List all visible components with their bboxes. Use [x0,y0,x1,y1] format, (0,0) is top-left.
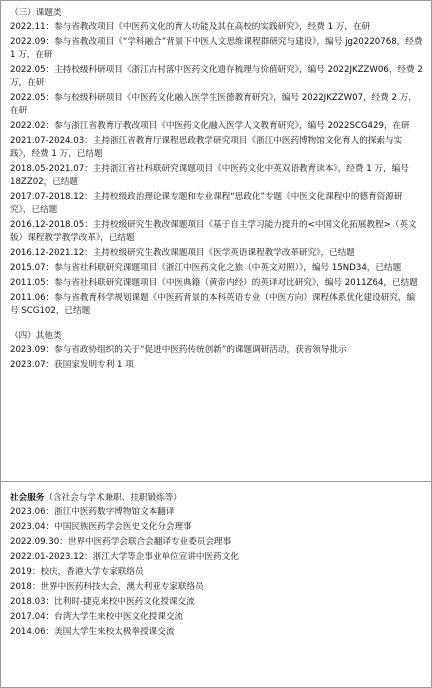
item-date: 2022.02： [10,121,55,131]
list-item [10,551,423,564]
item-text: 参与省政协组织的关于“促进中医药传统创新”的课题调研活动，获省领导批示 [54,345,347,355]
item-date: 2017.04： [10,612,55,622]
item-text: 参与校级科研项目《中医药文化融入医学生医德教育研究》，编号 2022JKZZW07，经费 2 万，在研 [10,93,417,116]
item-text: 世界中医药科技大会，澳大利亚专家联络员 [40,582,204,592]
item-text: 主持浙江省教育厅课程思政教学研究项目《浙江中医药博物馆文化育人的探索与实践》，经费 1 万，已结题 [10,136,403,159]
item-text: 校庆，香港大学专家联络员 [40,567,144,577]
item-date: 2023.04： [10,522,55,532]
list-item [10,120,423,133]
item-text: 世界中医药学会联合会翻译专业委员会理事 [67,537,232,547]
item-text: 参与省教育科学规划课题《中医药背景的本科英语专业（中医方向）课程体系优化建设研究，编号 SCG102，已结题 [10,293,416,316]
list-item [10,626,423,639]
item-date: 2022.05： [10,93,55,103]
item-text: 参与浙江省教育厅教改项目《中医药文化融入医学人文教育研究》，编号 2022SCG429，在研 [54,121,410,131]
social-service-section [1,482,431,645]
item-date: 2018： [10,582,41,592]
item-date: 2023.06： [10,507,55,517]
item-date: 2022.05： [10,65,55,75]
item-date: 2022.11： [10,22,55,32]
list-item [10,262,423,275]
list-item [10,247,423,260]
item-date: 2021.07-2024.03： [10,136,93,146]
item-text: 美国大学生来校太极拳授课交流 [54,627,175,637]
item-date: 2011.06： [10,293,55,303]
list-item [10,21,423,34]
list-item [10,581,423,594]
item-text: 主持校级科研项目《浙江古村落中医药文化遗存梳理与价值研究》，编号 2022JKZZW06，经费 2 万，在研 [10,65,423,88]
item-date: 2018.05-2021.07： [10,164,93,174]
research-list [10,21,423,318]
item-text: 中国民族医药学会医史文化分会理事 [54,522,192,532]
list-item [10,536,423,549]
service-heading-note: （含社会与学术兼职、挂职锻炼等） [44,493,182,503]
research-and-other-section [1,1,431,482]
item-text: 浙江中医药数字博物馆文本翻译 [54,507,175,517]
item-date: 2023.07： [10,360,55,370]
list-item [10,506,423,519]
list-item [10,566,423,579]
item-text: 参与省社科联研究课题项目《中医典籍（黄帝内经）的英译对比研究》，编号 2011Z64，已结题 [54,278,418,288]
item-text: 参与省教改项目《中医药文化的育人功能及其在高校的实践研究》，经费 1 万，在研 [54,22,371,32]
spacer [10,320,423,330]
list-item [10,611,423,624]
item-text: 浙江大学等企事业单位宣讲中医药文化 [92,552,239,562]
item-date: 2022.09： [10,37,55,47]
list-item [10,359,423,372]
item-text: 参与省社科联研究课题项目《浙江中医药文化之旅（中英文对照）》，编号 15ND34，已结题 [54,263,402,273]
item-date: 2022.09.30： [10,537,68,547]
service-heading-row [10,492,423,505]
item-date: 2018.03： [10,597,55,607]
research-heading: （三）课题类 [10,8,62,18]
item-date: 2023.09： [10,345,55,355]
item-date: 2011.05： [10,278,55,288]
item-date: 2016.12-2018.05： [10,220,93,230]
list-item [10,596,423,609]
list-item [10,521,423,534]
list-item [10,92,423,118]
item-text: 获国家发明专利 1 项 [54,360,134,370]
item-text: 主持校级研究生教改课题项目《医学英语课程教学改革研究》，已结题 [92,248,355,258]
list-item [10,135,423,161]
item-date: 2016.12-2021.12： [10,248,93,258]
list-item [10,292,423,318]
item-date: 2019： [10,567,41,577]
item-text: 比利时-捷克来校中医药文化授课交流 [54,597,195,607]
list-item [10,163,423,189]
list-item [10,64,423,90]
item-text: 主持浙江省社科联研究课题项目《中医药文化中英双语教育读本》，经费 1 万，编号 18ZZ02，已结题 [10,164,409,187]
item-text: 主持校级研究生教改课题项目《基于自主学习能力提升的<中国文化拓展教程>（英文版）课程教学教学改革》，已结题 [10,220,417,243]
item-date: 2015.07： [10,263,55,273]
list-item [10,277,423,290]
list-item [10,36,423,62]
item-text: 主持校级政治理论课专题和专业课程“思政化”专题《中医文化课程中的德育资源研究》，已结题 [10,192,403,215]
item-text: 参与省教改项目《“学科融合”背景下中医人文思维课程群研究与建设》，编号 jg20220768，经费 1 万，在研 [10,37,423,60]
list-item [10,219,423,245]
list-item [10,191,423,217]
list-item [10,344,423,357]
item-date: 2014.06： [10,627,55,637]
others-list [10,344,423,372]
item-date: 2017.07-2018.12： [10,192,93,202]
item-text: 台湾大学生来校中医文化授课交流 [54,612,184,622]
item-date: 2022.01-2023.12： [10,552,93,562]
service-heading: 社会服务 [10,493,45,503]
others-heading: （四）其他类 [10,331,62,341]
service-list [10,506,423,639]
